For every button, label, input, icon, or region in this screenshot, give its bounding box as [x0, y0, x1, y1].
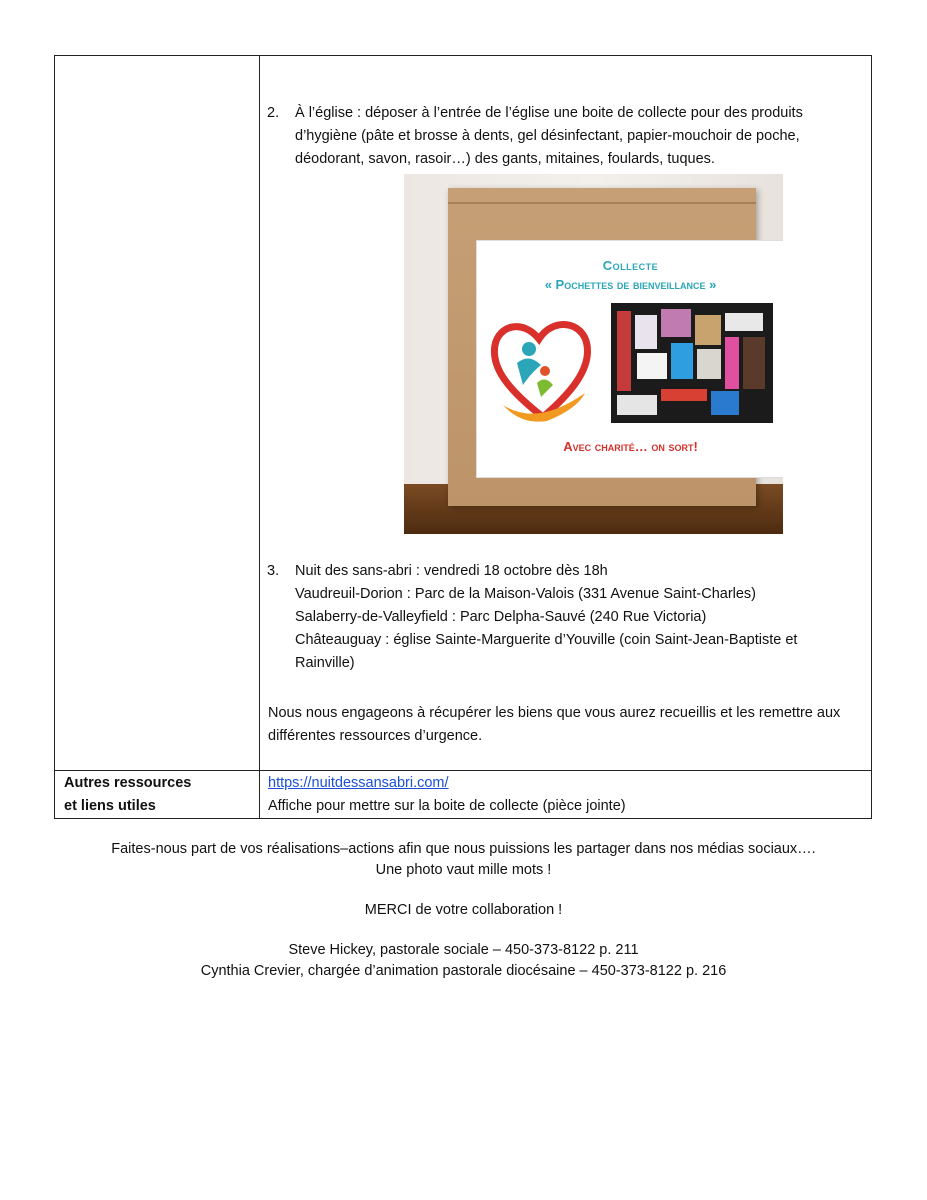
- list-item-3: [267, 560, 855, 675]
- resources-label: [64, 772, 191, 818]
- event-line: Nuit des sans-abri : vendredi 18 octobre dès 18h: [295, 563, 608, 579]
- poster-title: Collecte: [602, 258, 659, 273]
- poster-slogan: Avec charité… on sort!: [563, 439, 698, 454]
- contact-line: Steve Hickey, pastorale sociale – 450-373-8122 p. 211: [288, 942, 639, 958]
- footer-share-request: [0, 839, 927, 881]
- collection-box-photo: [404, 174, 783, 534]
- footer-contacts: [0, 940, 927, 982]
- website-link[interactable]: https://nuitdessansabri.com/: [268, 775, 449, 791]
- footer-thanks: MERCI de votre collaboration !: [364, 902, 563, 918]
- footer-line: Une photo vaut mille mots !: [375, 862, 552, 878]
- heart-hands-logo-icon: [487, 309, 599, 429]
- resources-label-line: et liens utiles: [64, 798, 156, 814]
- resources-values: [268, 772, 626, 818]
- cardboard-box: [448, 188, 756, 506]
- location-line: Salaberry-de-Valleyfield : Parc Delpha-Sauvé (240 Rue Victoria): [295, 609, 707, 625]
- location-line: Châteauguay : église Sainte-Marguerite d’Youville (coin Saint-Jean-Baptiste et Rainville): [295, 632, 798, 671]
- list-number: 2.: [267, 105, 280, 121]
- box-seam: [448, 202, 756, 204]
- footer-line: Faites-nous part de vos réalisations–actions afin que nous puissions les partager dans nos médias sociaux….: [111, 841, 816, 857]
- contact-line: Cynthia Crevier, chargée d’animation pastorale diocésaine – 450-373-8122 p. 216: [200, 963, 727, 979]
- list-item-text: À l’église : déposer à l’entrée de l’église une boite de collecte pour des produits d’hygiène (pâte et brosse à dents, gel désinfectant, papier-mouchoir de poche, déodorant, savon, rasoir…) des gants, mitaines, foulards, tuques.: [295, 105, 803, 167]
- row-divider: [55, 770, 871, 771]
- resources-label-line: Autres ressources: [64, 775, 192, 791]
- list-item-2: [267, 102, 855, 171]
- attachment-note: Affiche pour mettre sur la boite de collecte (pièce jointe): [268, 798, 626, 814]
- commitment-paragraph: Nous nous engageons à récupérer les biens que vous aurez recueillis et les remettre aux différentes ressources d’urgence.: [268, 705, 841, 744]
- info-table: [54, 55, 872, 819]
- column-divider: [259, 56, 260, 818]
- poster-subtitle: « Pochettes de bienveillance »: [544, 277, 717, 292]
- hygiene-products-image: [611, 303, 773, 423]
- location-line: Vaudreuil-Dorion : Parc de la Maison-Valois (331 Avenue Saint-Charles): [295, 586, 757, 602]
- list-number: 3.: [267, 563, 280, 579]
- collection-poster: [476, 240, 783, 478]
